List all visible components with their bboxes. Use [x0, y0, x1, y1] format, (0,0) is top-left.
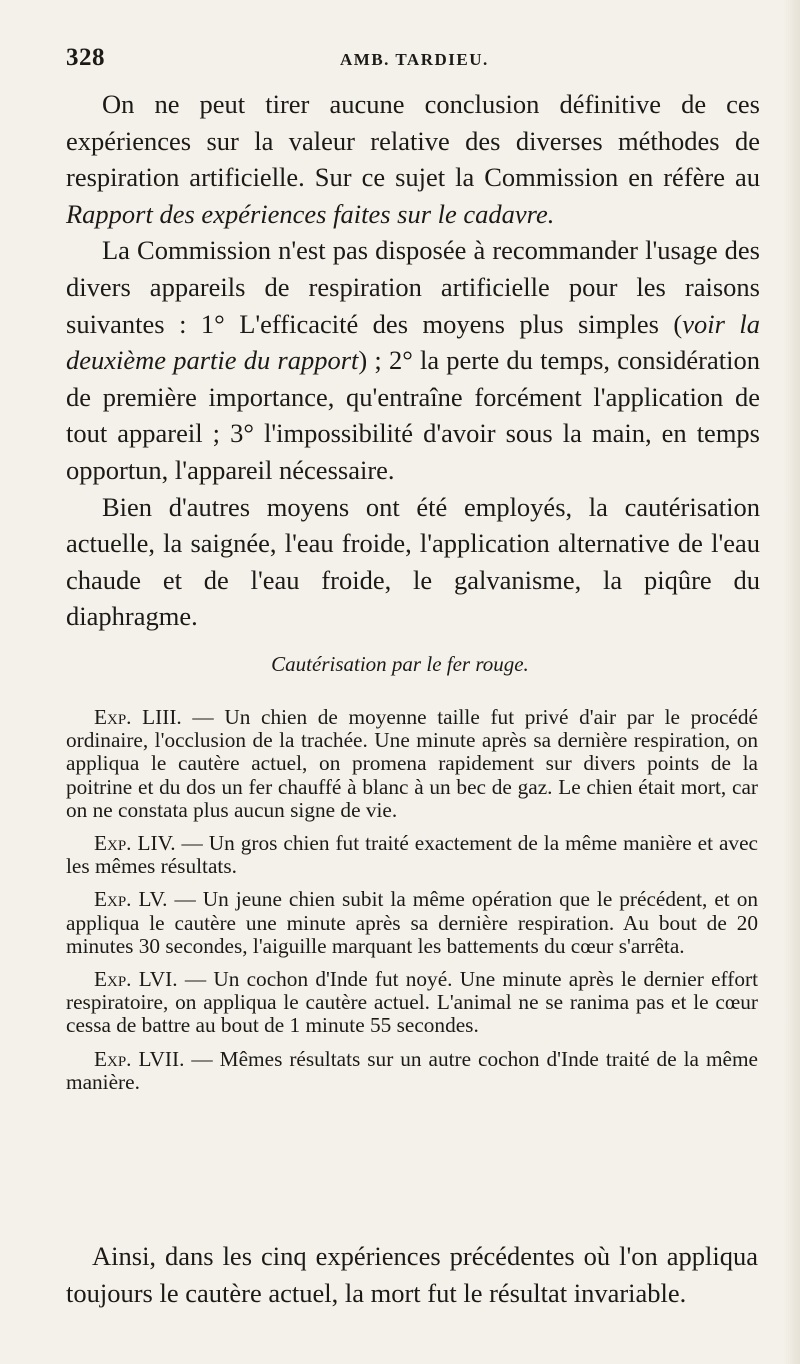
intro-text	[66, 86, 760, 635]
paragraph-commission	[66, 232, 760, 488]
experiment-text: — Mêmes résultats sur un autre cochon d'Inde traité de la même manière.	[66, 1046, 758, 1094]
experiment-entry	[66, 832, 758, 878]
paragraph-other-means: Bien d'autres moyens ont été employés, la cautérisation actuelle, la saignée, l'eau froide, l'application alternative de l'eau chaude et de l'eau froide, le galvanisme, la piqûre du diaphragme.	[66, 491, 760, 632]
experiment-text: — Un gros chien fut traité exactement de la même manière et avec les mêmes résultats.	[66, 831, 758, 879]
paragraph-2-italic: voir la deuxième partie du rapport	[66, 308, 760, 376]
experiment-label: Exp. LIV.	[94, 831, 176, 856]
experiment-entry	[66, 888, 758, 958]
experiment-label: Exp. LV.	[94, 887, 168, 912]
paragraph-final-conclusion: Ainsi, dans les cinq expériences précédentes où l'on appliqua toujours le cautère actuel, la mort fut le résultat invariable.	[66, 1241, 758, 1308]
page-gutter-shadow	[784, 0, 800, 1364]
experiment-label: Exp. LVI.	[94, 967, 178, 992]
experiment-entry	[66, 706, 758, 822]
experiment-label: Exp. LVII.	[94, 1046, 185, 1071]
page-number: 328	[66, 44, 105, 71]
experiment-label: Exp. LIII.	[94, 705, 182, 729]
paragraph-2-text-b: ) ; 2° la perte du temps, considération de première importance, qu'entraîne forcément l'application de tout appareil ; 3° l'impossibilité d'avoir sous la main, en temps opportun, l'appareil nécessaire.	[66, 345, 760, 485]
running-head: AMB. TARDIEU.	[340, 50, 489, 69]
experiments-list	[66, 706, 758, 1094]
paragraph-conclusion	[66, 86, 760, 232]
section-title: Cautérisation par le fer rouge.	[271, 652, 529, 676]
paragraph-1-text: On ne peut tirer aucune conclusion définitive de ces expériences sur la valeur relative des diverses méthodes de respiration artificielle. Sur ce sujet la Commission en réfère au	[66, 89, 760, 193]
experiment-text: — Un cochon d'Inde fut noyé. Une minute après le dernier effort respiratoire, on appliqua le cautère actuel. L'animal ne se ranima pas et le cœur cessa de battre au bout de 1 minute 55 secondes.	[66, 967, 758, 1038]
paragraph-2-text-a: La Commission n'est pas disposée à recommander l'usage des divers appareils de respiration artificielle pour les raisons suivantes : 1° L'efficacité des moyens plus simples (	[66, 235, 760, 339]
page-header	[66, 44, 760, 84]
experiment-entry	[66, 968, 758, 1038]
experiment-entry	[66, 1048, 758, 1094]
paragraph-1-italic: Rapport des expériences faites sur le cadavre.	[66, 198, 555, 229]
experiment-text: — Un chien de moyenne taille fut privé d'air par le procédé ordinaire, l'occlusion de la trachée. Une minute après sa dernière respiration, on appliqua le cautère actuel, on promena rapidement sur divers points de la poitrine et du dos un fer chauffé à blanc à un bec de gaz. Le chien était mort, car on ne constata plus aucun signe de vie.	[66, 705, 758, 822]
experiment-text: — Un jeune chien subit la même opération que le précédent, et on appliqua le cautère une minute après sa dernière respiration. Au bout de 20 minutes 30 secondes, l'aiguille marquant les battements du cœur s'arrêta.	[66, 887, 758, 958]
